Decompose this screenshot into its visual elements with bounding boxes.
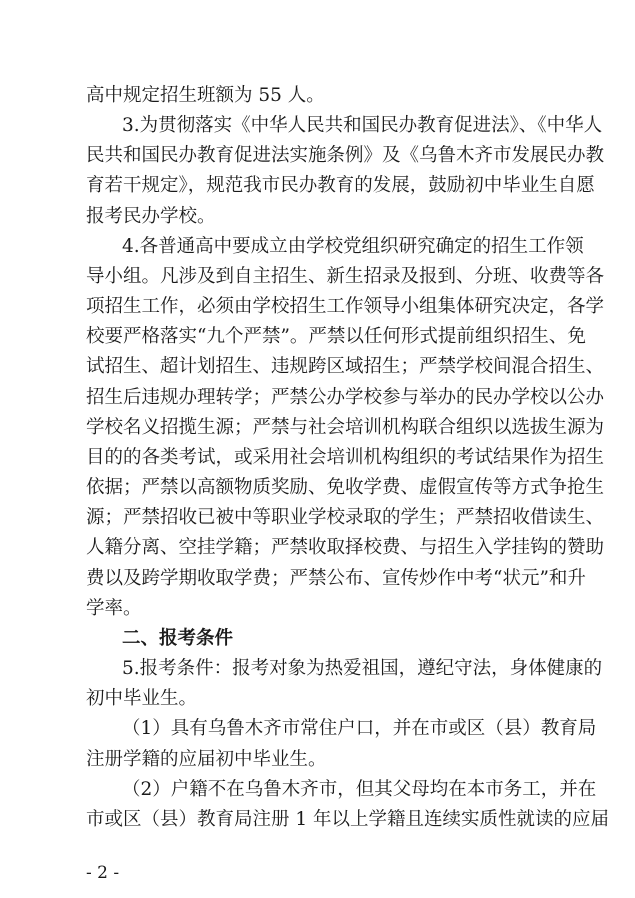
text-line: 项招生工作，必须由学校招生工作领导小组集体研究决定，各学 xyxy=(86,296,605,318)
text-line: 费以及跨学期收取学费；严禁公布、宣传炒作中考“状元”和升 xyxy=(86,567,586,589)
text-line: 源；严禁招收已被中等职业学校录取的学生；严禁招收借读生、 xyxy=(86,507,605,529)
text-line: 5.报考条件：报考对象为热爱祖国，遵纪守法，身体健康的 xyxy=(122,658,603,680)
text-line: 校要严格落实“九个严禁”。严禁以任何形式提前组织招生、免 xyxy=(86,326,586,348)
text-line: 试招生、超计划招生、违规跨区域招生；严禁学校间混合招生、 xyxy=(86,356,605,378)
text-line: 育若干规定》，规范我市民办教育的发展，鼓励初中毕业生自愿 xyxy=(86,175,595,197)
text-line: 民共和国民办教育促进法实施条例》及《乌鲁木齐市发展民办教 xyxy=(86,145,605,167)
text-line: （2）户籍不在乌鲁木齐市，但其父母均在本市务工，并在 xyxy=(122,778,597,800)
text-line: 4.各普通高中要成立由学校党组织研究确定的招生工作领 xyxy=(122,235,584,257)
section-heading: 二、报考条件 xyxy=(122,627,234,649)
text-line: 学校名义招揽生源；严禁与社会培训机构联合组织以选拔生源为 xyxy=(86,416,605,438)
text-line: 3.为贯彻落实《中华人民共和国民办教育促进法》、《中华人 xyxy=(122,115,603,137)
text-line: 注册学籍的应届初中毕业生。 xyxy=(86,748,327,770)
page-number: - 2 - xyxy=(86,863,120,883)
text-line: 高中规定招生班额为 55 人。 xyxy=(86,85,325,106)
text-line: 人籍分离、空挂学籍；严禁收取择校费、与招生入学挂钩的赞助 xyxy=(86,537,605,559)
text-line: （1）具有乌鲁木齐市常住户口，并在市或区（县）教育局 xyxy=(122,718,597,740)
text-line: 初中毕业生。 xyxy=(86,688,198,710)
text-line: 报考民办学校。 xyxy=(86,205,216,227)
text-line: 目的的各类考试，或采用社会培训机构组织的考试结果作为招生 xyxy=(86,446,605,468)
text-line: 市或区（县）教育局注册 1 年以上学籍且连续实质性就读的应届 xyxy=(86,808,610,830)
text-line: 招生后违规办理转学；严禁公办学校参与举办的民办学校以公办 xyxy=(86,386,605,408)
text-line: 依据；严禁以高额物质奖励、免收学费、虚假宣传等方式争抢生 xyxy=(86,477,605,499)
text-line: 导小组。凡涉及到自主招生、新生招录及报到、分班、收费等各 xyxy=(86,265,605,287)
text-line: 学率。 xyxy=(86,597,142,619)
